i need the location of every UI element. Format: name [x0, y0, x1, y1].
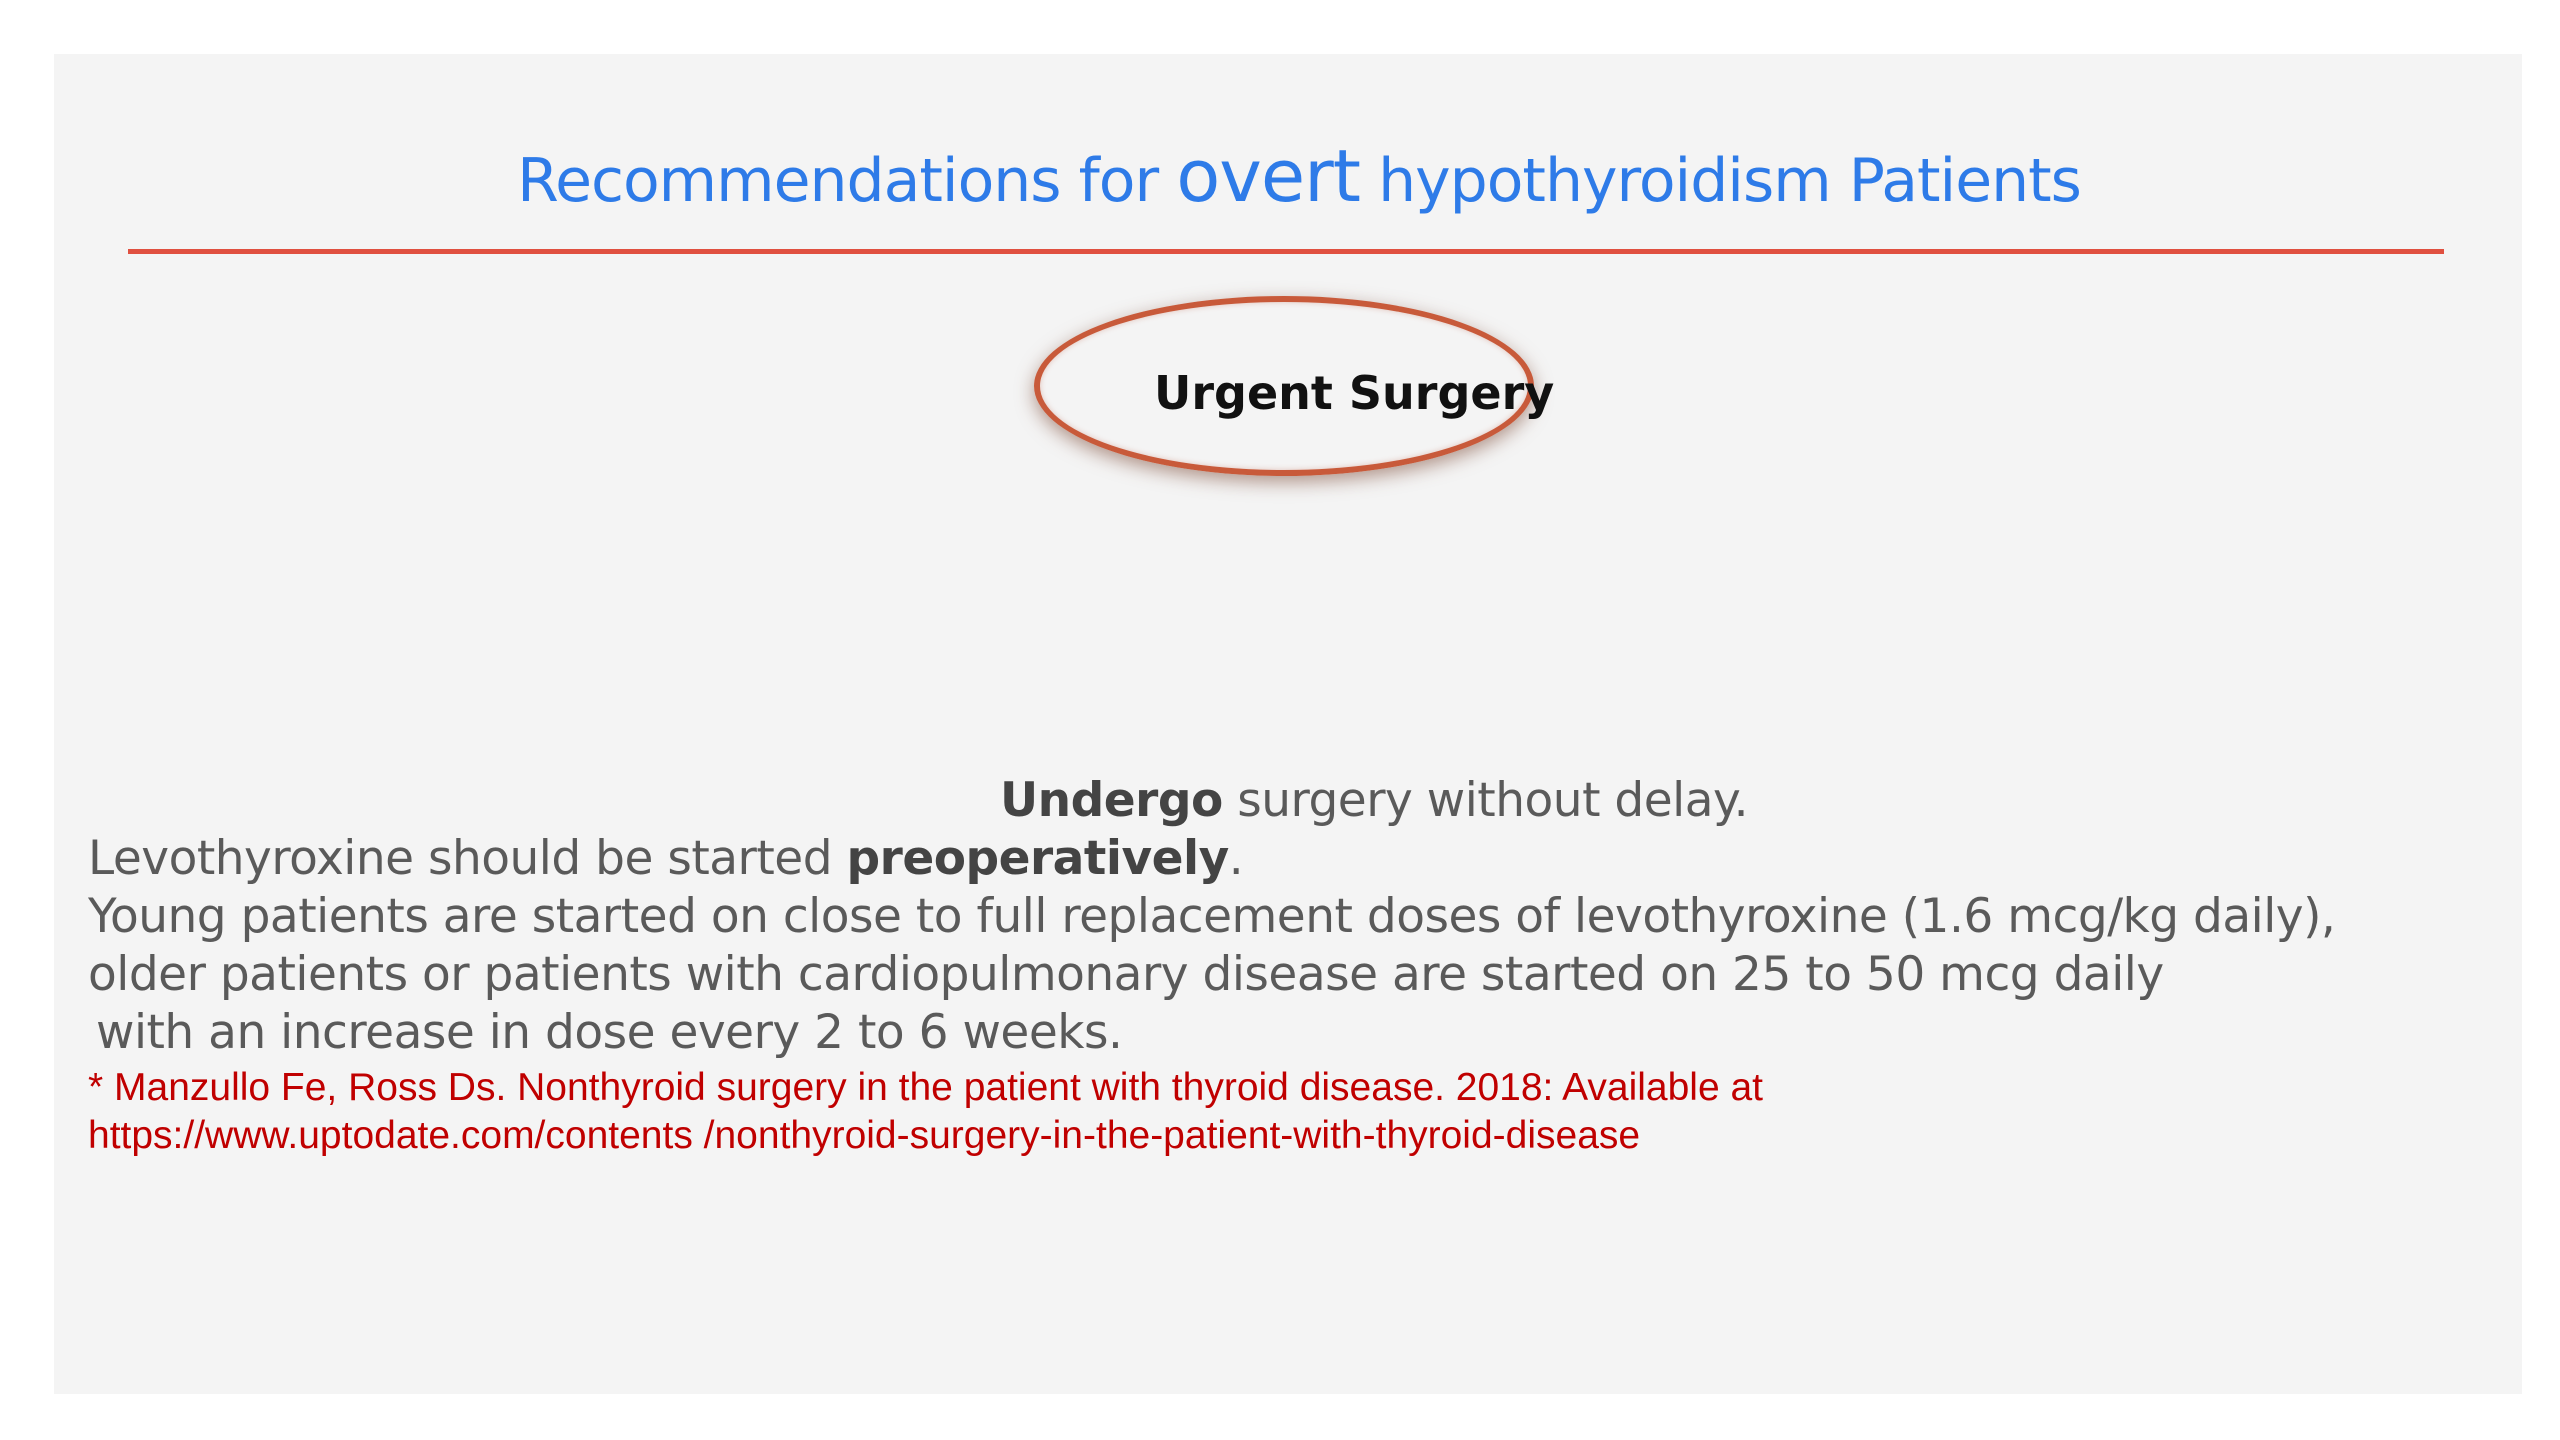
- body-line-5: with an increase in dose every 2 to 6 weeks.: [96, 1005, 1123, 1060]
- body-line-3: Young patients are started on close to full replacement doses of levothyroxine (1.6 mcg/kg daily),: [88, 889, 2336, 944]
- slide: [54, 54, 2522, 1394]
- reference-citation: [88, 1064, 1763, 1160]
- body-line-2: [88, 830, 2528, 888]
- reference-line-1: * Manzullo Fe, Ross Ds. Nonthyroid surgery in the patient with thyroid disease. 2018: Available at: [88, 1066, 1764, 1109]
- body-line-2-bold: preoperatively: [846, 831, 1229, 886]
- body-line-4: older patients or patients with cardiopulmonary disease are started on 25 to 50 mcg daily: [88, 947, 2164, 1002]
- body-line-2-end: .: [1228, 831, 1244, 886]
- oval-label: Urgent Surgery: [1154, 366, 1555, 420]
- title-before: Recommendations for: [517, 146, 1177, 216]
- title-emphasis: overt: [1176, 134, 1361, 218]
- body-line-2-start: Levothyroxine should be started: [88, 831, 847, 886]
- reference-line-2: https://www.uptodate.com/contents /nonthyroid-surgery-in-the-patient-with-thyroid-disease: [88, 1114, 1641, 1157]
- body-text: [88, 772, 2528, 1062]
- body-line-1: [88, 772, 2528, 830]
- title-after: hypothyroidism Patients: [1360, 146, 2081, 216]
- title-divider: [128, 249, 2444, 254]
- slide-title: [54, 134, 2544, 218]
- body-line-1-bold: Undergo: [1000, 773, 1223, 828]
- body-line-1-rest: surgery without delay.: [1222, 773, 1749, 828]
